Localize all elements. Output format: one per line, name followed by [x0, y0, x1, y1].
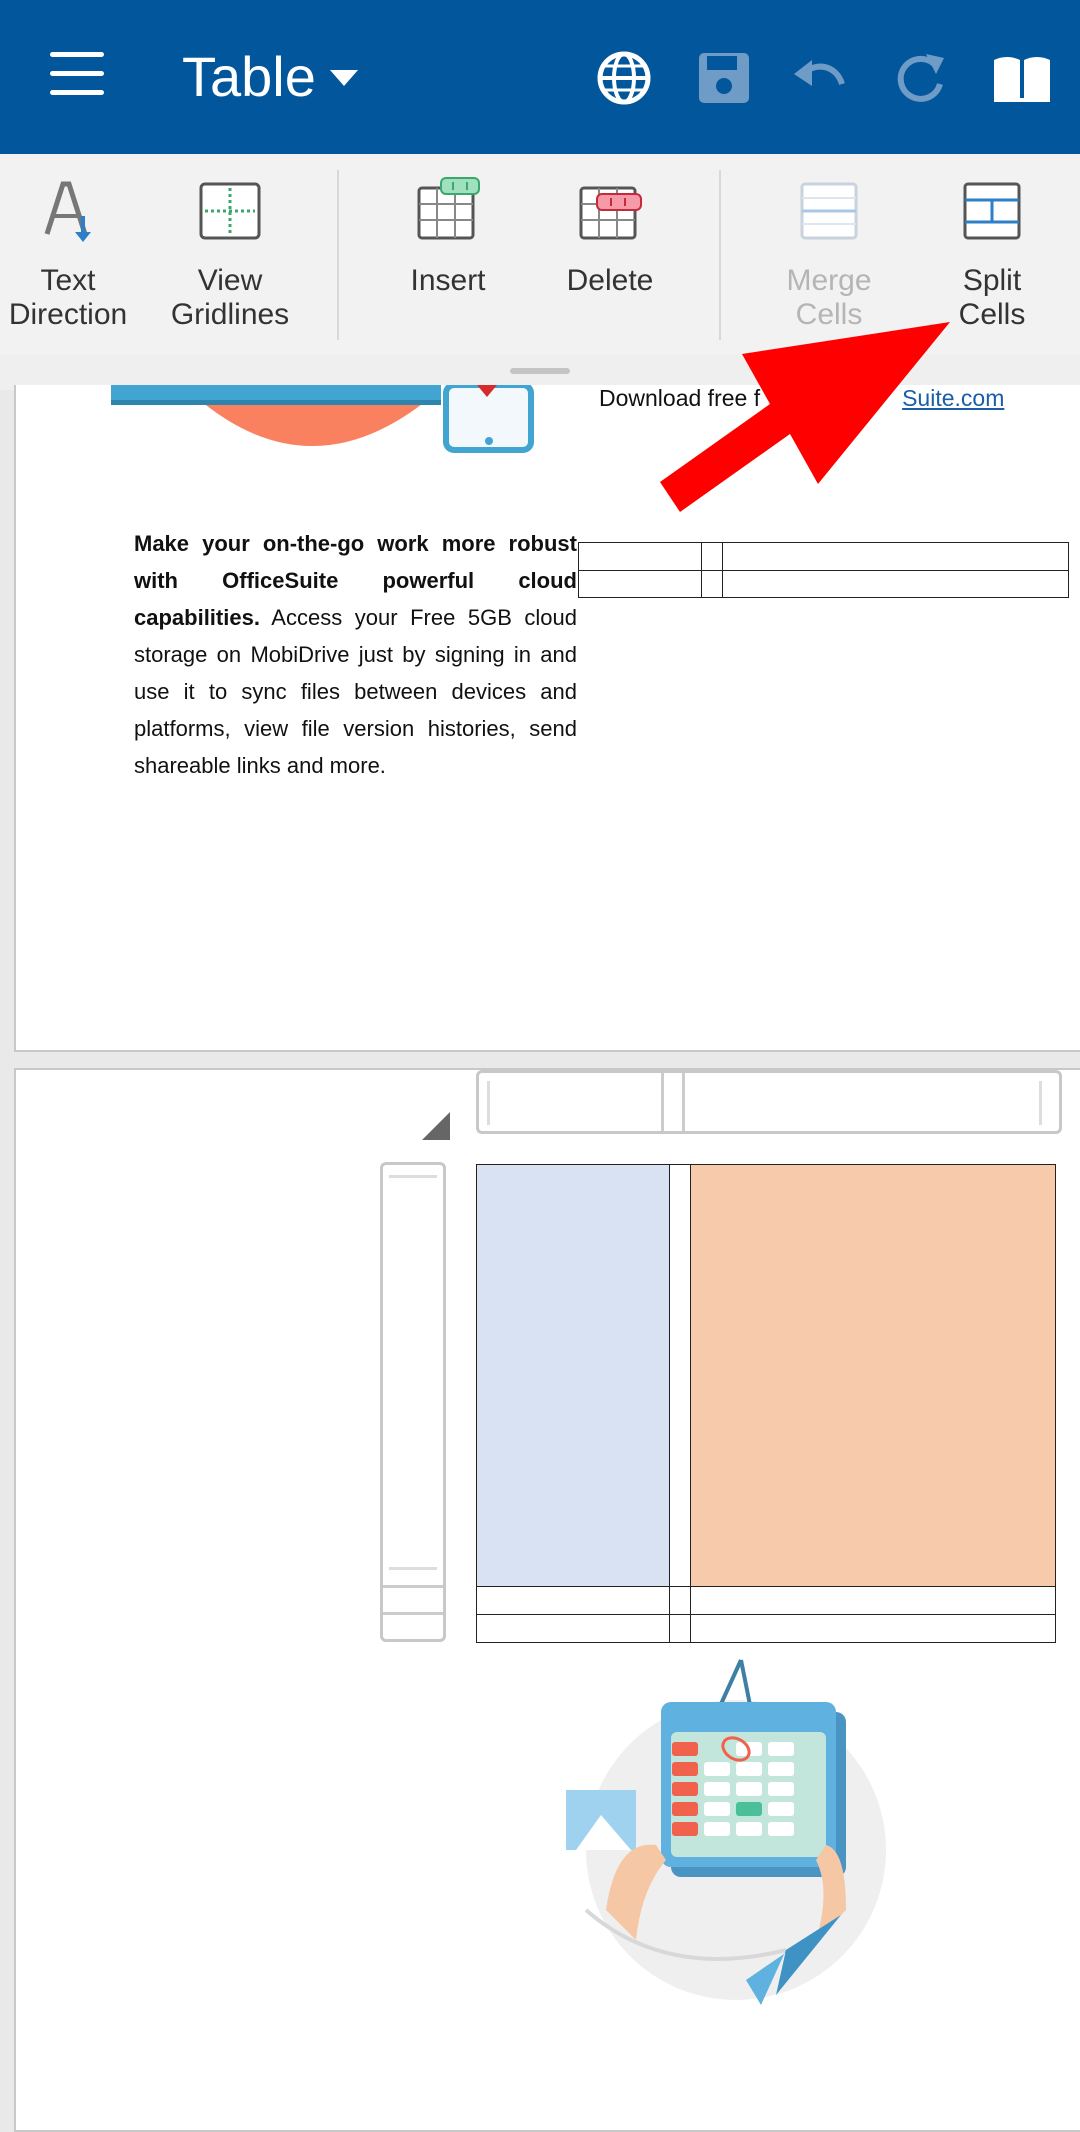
table-cell[interactable]	[702, 570, 723, 598]
column-ruler[interactable]	[476, 1070, 1062, 1134]
ribbon-label: Direction	[8, 298, 128, 331]
table-cell[interactable]	[579, 570, 702, 598]
paragraph-body: Access your Free 5GB cloud storage on MobiDrive just by signing in and use it to sync files between devices and platforms, view file version histories, send shareable links and more.	[134, 605, 577, 778]
ribbon-label: Split	[962, 264, 1022, 297]
document-page-2[interactable]	[14, 1068, 1080, 2132]
ribbon-label: Cells	[795, 298, 863, 331]
table-cell[interactable]	[477, 1165, 670, 1587]
table-cell[interactable]	[670, 1586, 691, 1614]
table-cell[interactable]	[691, 1586, 1056, 1614]
table-corner-handle[interactable]	[422, 1112, 450, 1140]
cloud-paragraph	[134, 525, 577, 784]
paragraph-bold-lead: Make your on-the-go work more robust with OfficeSuite powerful cloud capabilities.	[134, 531, 577, 630]
table-cell[interactable]	[670, 1165, 691, 1587]
table-cell[interactable]	[477, 1614, 670, 1642]
table-cell[interactable]	[723, 570, 1069, 598]
table-cell[interactable]	[691, 1165, 1056, 1587]
table-cell[interactable]	[691, 1614, 1056, 1642]
ribbon-label: Delete	[566, 264, 654, 297]
ribbon-label: Insert	[410, 264, 486, 297]
ribbon-label: Cells	[958, 298, 1026, 331]
ribbon-label: View	[197, 264, 263, 297]
download-link[interactable]: Suite.com	[902, 385, 1005, 411]
ribbon-label: Merge	[786, 264, 872, 297]
view-title[interactable]: Table	[182, 45, 316, 108]
ribbon-label: Gridlines	[170, 298, 290, 331]
calendar-illustration	[546, 1650, 906, 2030]
ribbon-label: Text	[40, 264, 96, 297]
row-ruler[interactable]	[380, 1162, 446, 1642]
red-arrow-annotation	[0, 0, 1080, 560]
download-text: Download free f	[599, 385, 761, 411]
table-cell[interactable]	[477, 1586, 670, 1614]
table-cell[interactable]	[670, 1614, 691, 1642]
main-table[interactable]	[476, 1164, 1056, 1643]
